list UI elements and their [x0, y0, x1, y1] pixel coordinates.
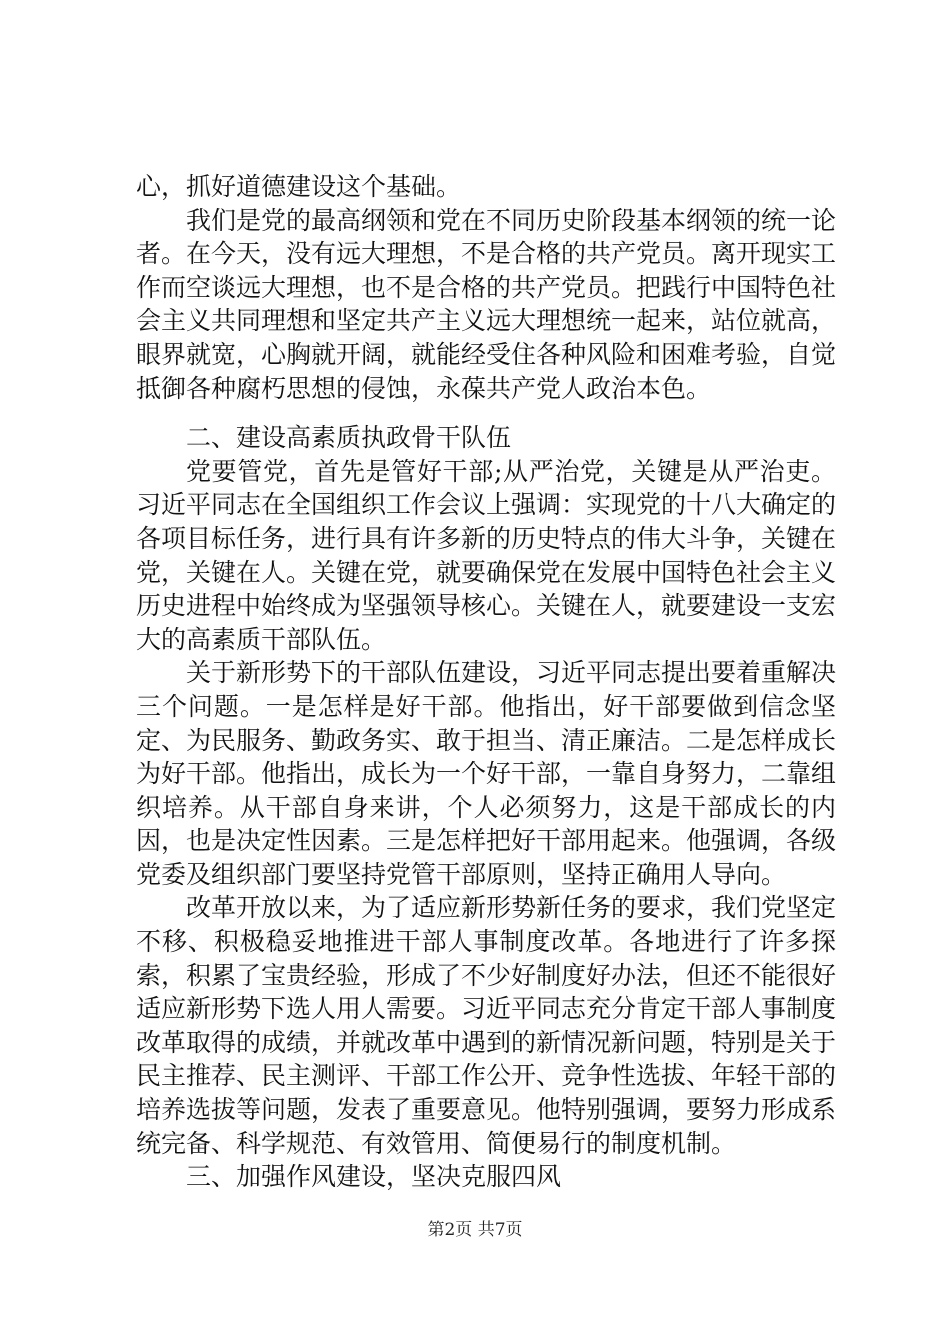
section-heading-3: 三、加强作风建设，坚决克服四风	[186, 1162, 562, 1192]
section-heading-2: 二、建设高素质执政骨干队伍	[186, 423, 512, 453]
page-footer: 第2页 共7页	[427, 1220, 523, 1240]
paragraph-continuation: 心，抓好道德建设这个基础。	[136, 172, 462, 201]
paragraph-ideals: 我们是党的最高纲领和党在不同历史阶段基本纲领的统一论者。在今天，没有远大理想，不是合格的共产党员。离开现实工作而空谈远大理想，也不是合格的共产党员。把践行中国特色社会主义共同理想和坚定共产主义远大理想统一起来，站位就高，眼界就宽，心胸就开阔，就能经受住各种风险和困难考验，自觉抵御各种腐朽思想的侵蚀，永葆共产党人政治本色。	[136, 205, 837, 403]
paragraph-reform: 改革开放以来，为了适应新形势新任务的要求，我们党坚定不移、积极稳妥地推进干部人事制度改革。各地进行了许多探索，积累了宝贵经验，形成了不少好制度好办法，但还不能很好适应新形势下选人用人需要。习近平同志充分肯定干部人事制度改革取得的成绩，并就改革中遇到的新情况新问题，特别是关于民主推荐、民主测评、干部工作公开、竞争性选拔、年轻干部的培养选拔等问题，发表了重要意见。他特别强调，要努力形成系统完备、科学规范、有效管用、简便易行的制度机制。	[136, 893, 837, 1158]
body-text	[136, 170, 836, 1194]
paragraph-three-questions: 关于新形势下的干部队伍建设，习近平同志提出要着重解决三个问题。一是怎样是好干部。他指出，好干部要做到信念坚定、为民服务、勤政务实、敢于担当、清正廉洁。二是怎样成长为好干部。他指出，成长为一个好干部，一靠自身努力，二靠组织培养。从干部自身来讲，个人必须努力，这是干部成长的内因，也是决定性因素。三是怎样把好干部用起来。他强调，各级党委及组织部门要坚持党管干部原则，坚持正确用人导向。	[136, 658, 837, 889]
paragraph-party-cadres: 党要管党，首先是管好干部;从严治党，关键是从严治吏。习近平同志在全国组织工作会议上强调：实现党的十八大确定的各项目标任务，进行具有许多新的历史特点的伟大斗争，关键在党，关键在人。关键在党，就要确保党在发展中国特色社会主义历史进程中始终成为坚强领导核心。关键在人，就要建设一支宏大的高素质干部队伍。	[136, 456, 837, 654]
